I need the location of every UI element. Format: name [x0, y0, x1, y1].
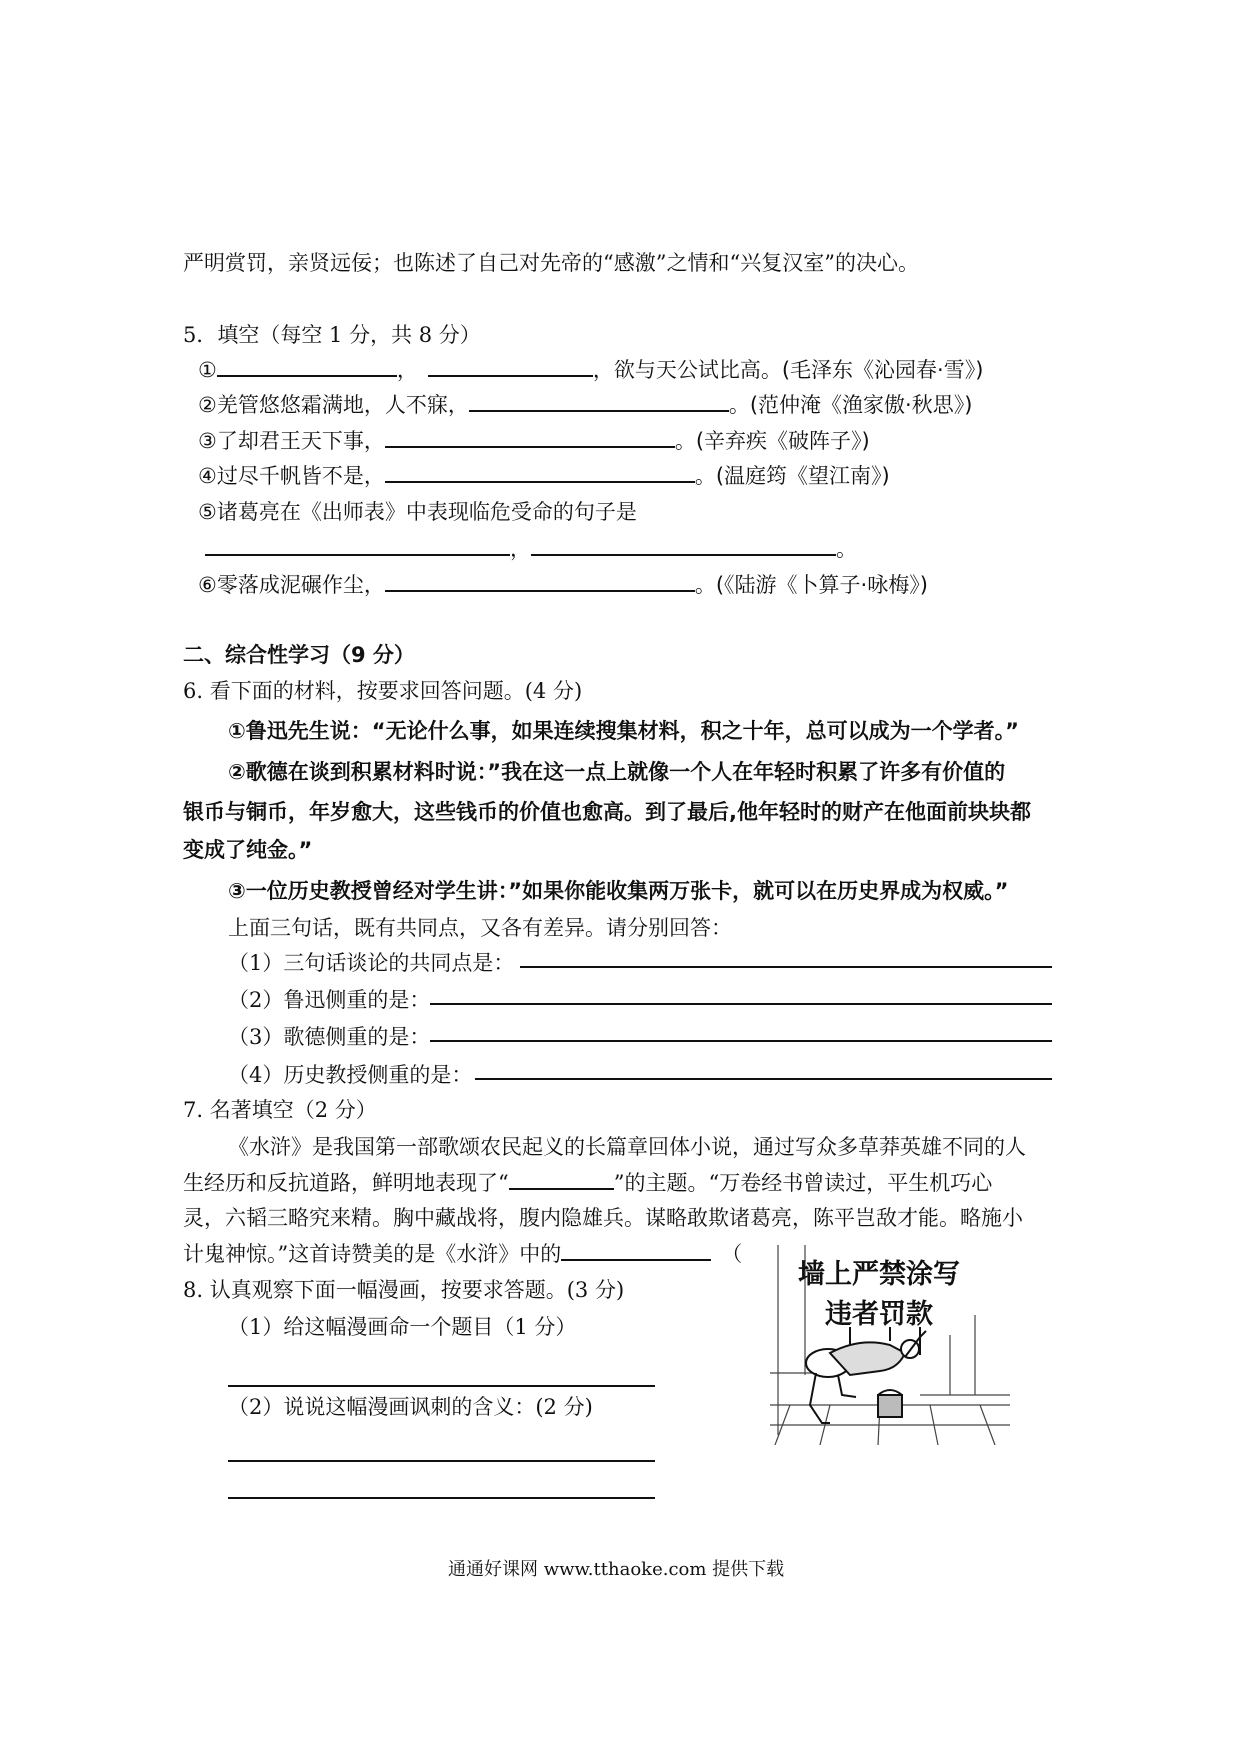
cartoon-graffiti-line-2: 违者罚款 — [825, 1299, 933, 1330]
answer-blank[interactable] — [428, 355, 593, 377]
q6-sub-1: （1）三句话谈论的共同点是： — [228, 951, 515, 975]
q6-quote-2-cont: 银币与铜币，年岁愈大，这些钱币的价值也愈高。到了最后,他年轻时的财产在他面前块块都 — [183, 800, 1031, 824]
q5-item-4 — [198, 461, 890, 491]
answer-line[interactable] — [520, 966, 1052, 968]
person-figure — [806, 1331, 926, 1423]
q5-item-6-suffix: 。(《陆游《卜算子·咏梅》) — [694, 573, 928, 597]
answer-blank[interactable] — [205, 534, 510, 556]
cartoon-graffiti-line-1: 墙上严禁涂写 — [798, 1259, 960, 1290]
q5-item-1 — [198, 355, 983, 385]
continued-text: 严明赏罚，亲贤远佞；也陈述了自己对先帝的“感激”之情和“兴复汉室”的决心。 — [183, 251, 919, 275]
q5-item-3-suffix: 。(辛弃疾《破阵子》) — [674, 429, 870, 453]
q8-title: 8. 认真观察下面一幅漫画，按要求答题。(3 分) — [183, 1278, 625, 1302]
q7-line-2 — [183, 1168, 992, 1198]
q6-quote-2: ②歌德在谈到积累材料时说：”我在这一点上就像一个人在年轻时积累了许多有价值的 — [228, 760, 1006, 784]
answer-blank[interactable] — [531, 534, 836, 556]
answer-line[interactable] — [228, 1460, 655, 1462]
q6-sub-4: （4）历史教授侧重的是： — [228, 1063, 473, 1087]
q7-line-1: 《水浒》是我国第一部歌颂农民起义的长篇章回体小说，通过写众多草莽英雄不同的人 — [228, 1135, 1026, 1159]
answer-line[interactable] — [228, 1497, 655, 1499]
q5-item-5-suffix: 。 — [836, 537, 857, 561]
q6-prompt: 上面三句话，既有共同点，又各有差异。请分别回答： — [228, 916, 732, 940]
q7-line-2-b: ”的主题。“万卷经书曾读过，平生机巧心 — [613, 1171, 993, 1195]
q8-sub-1: （1）给这幅漫画命一个题目（1 分） — [228, 1315, 577, 1339]
q5-item-1-prefix: ① — [198, 358, 217, 382]
answer-blank[interactable] — [561, 1239, 711, 1261]
cartoon-illustration — [770, 1245, 1010, 1445]
q7-line-4 — [183, 1239, 742, 1269]
q5-item-3 — [198, 426, 870, 456]
q6-sub-2: （2）鲁迅侧重的是： — [228, 988, 431, 1012]
q5-item-2-prefix: ②羌管悠悠霜满地，人不寐， — [198, 393, 469, 417]
q5-item-6-prefix: ⑥零落成泥碾作尘， — [198, 573, 385, 597]
q7-line-4-a: 计鬼神惊。”这首诗赞美的是《水浒》中的 — [183, 1242, 562, 1266]
footer-text: 通通好课网 www.tthaoke.com 提供下载 — [448, 1559, 785, 1580]
q7-line-3: 灵，六韬三略究来精。胸中藏战将，腹内隐雄兵。谋略敢欺诸葛亮，陈平岂敌才能。略施小 — [183, 1206, 1023, 1230]
answer-blank[interactable] — [469, 390, 729, 412]
q5-item-6 — [198, 570, 928, 600]
answer-blank[interactable] — [385, 570, 695, 592]
q6-sub-3: （3）歌德侧重的是： — [228, 1025, 431, 1049]
answer-line[interactable] — [228, 1385, 655, 1387]
q5-item-1-suffix: ，欲与天公试比高。(毛泽东《沁园春·雪》) — [592, 358, 984, 382]
q5-item-2 — [198, 390, 972, 420]
q5-item-4-prefix: ④过尽千帆皆不是， — [198, 464, 385, 488]
q7-line-2-a: 生经历和反抗道路，鲜明地表现了“ — [183, 1171, 509, 1195]
q5-item-3-prefix: ③了却君王天下事， — [198, 429, 385, 453]
q7-title: 7. 名著填空（2 分） — [183, 1098, 377, 1122]
q6-quote-3: ③一位历史教授曾经对学生讲：”如果你能收集两万张卡，就可以在历史界成为权威。” — [228, 879, 1009, 903]
answer-line[interactable] — [430, 1003, 1052, 1005]
section-2-heading: 二、综合性学习（9 分） — [183, 643, 415, 667]
q5-title: 5．填空（每空 1 分，共 8 分） — [183, 323, 481, 347]
q5-item-2-suffix: 。(范仲淹《渔家傲·秋思》) — [728, 393, 973, 417]
q5-item-5-answer — [205, 534, 857, 564]
q6-quote-1: ①鲁迅先生说：“无论什么事，如果连续搜集材料，积之十年，总可以成为一个学者。” — [228, 719, 1019, 743]
q6-quote-2-end: 变成了纯金。” — [183, 838, 313, 862]
answer-line[interactable] — [475, 1078, 1052, 1080]
q5-item-5-mid: ， — [510, 537, 531, 561]
answer-blank[interactable] — [509, 1168, 614, 1190]
q7-line-4-b: （ — [721, 1242, 743, 1266]
q5-item-4-suffix: 。(温庭筠《望江南》) — [694, 464, 890, 488]
answer-line[interactable] — [430, 1040, 1052, 1042]
answer-blank[interactable] — [385, 461, 695, 483]
q5-item-5: ⑤诸葛亮在《出师表》中表现临危受命的句子是 — [198, 500, 637, 524]
answer-blank[interactable] — [385, 426, 675, 448]
q5-item-1-mid: ， — [396, 358, 418, 382]
q8-sub-2: （2）说说这幅漫画讽刺的含义：(2 分) — [228, 1395, 593, 1419]
answer-blank[interactable] — [217, 355, 397, 377]
q6-title: 6. 看下面的材料，按要求回答问题。(4 分) — [183, 679, 583, 703]
